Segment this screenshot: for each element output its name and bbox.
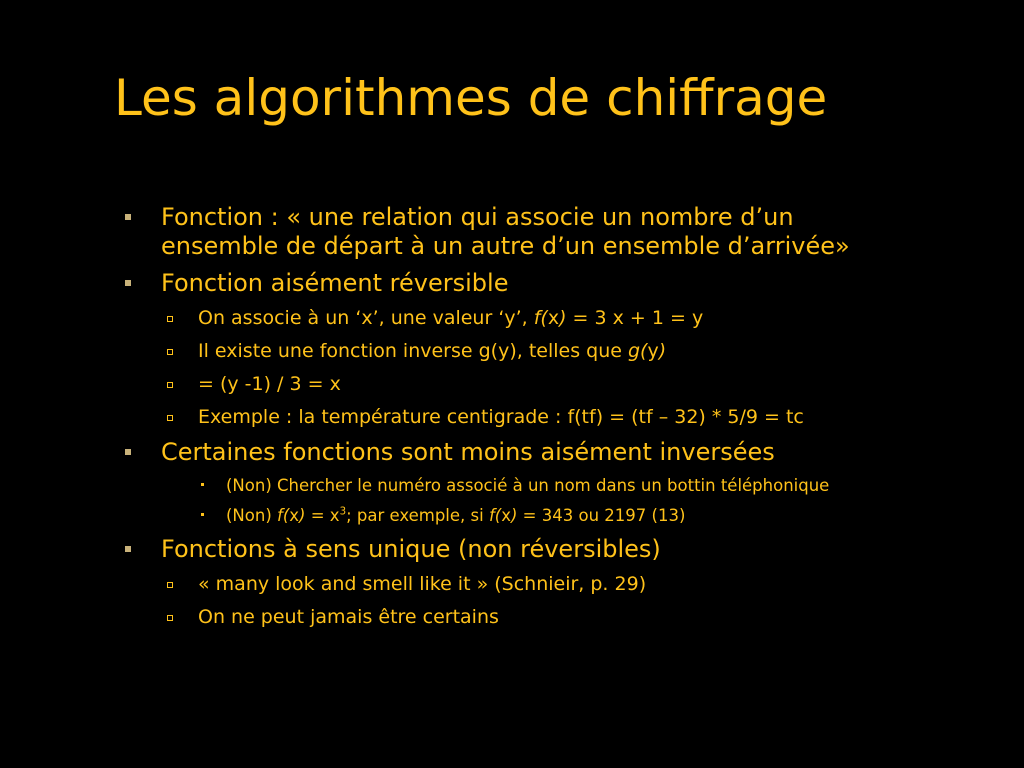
text-segment: = x — [305, 506, 340, 525]
bullet-text: Fonctions à sens unique (non réversibles) — [161, 535, 661, 563]
slide-content — [0, 203, 1024, 638]
square-bullet-icon — [125, 546, 131, 552]
hollow-square-bullet-icon — [167, 615, 173, 621]
sub-bullet-text: On ne peut jamais être certains — [198, 606, 499, 628]
small-square-bullet-icon — [201, 483, 204, 486]
bullet-function-definition — [0, 203, 1024, 261]
bullet-text: Fonction aisément réversible — [161, 269, 509, 297]
text-segment: On associe à un ‘x’, une valeur ‘y’, — [198, 307, 534, 329]
sub-bullet-never-certain — [0, 605, 1024, 629]
bullet-text-line-2: ensemble de départ à un autre d’un ensemble d’arrivée» — [161, 232, 850, 260]
italic-paren: ) — [510, 506, 518, 525]
italic-function-name: f( — [488, 506, 502, 525]
bullet-text-line-1: Fonction : « une relation qui associe un nombre d’un — [161, 203, 794, 231]
bullet-one-way-functions — [0, 535, 1024, 564]
square-bullet-icon — [125, 280, 131, 286]
text-segment: (Non) — [226, 506, 278, 525]
hollow-square-bullet-icon — [167, 349, 173, 355]
italic-function-name: f( — [533, 307, 548, 329]
bullet-text: Certaines fonctions sont moins aisément inversées — [161, 438, 775, 466]
hollow-square-bullet-icon — [167, 316, 173, 322]
sub-bullet-formula — [0, 372, 1024, 396]
hollow-square-bullet-icon — [167, 582, 173, 588]
italic-paren: ) — [299, 506, 306, 525]
text-segment: x — [547, 307, 560, 329]
text-segment: ; par exemple, si — [346, 506, 489, 525]
text-segment: = 343 ou 2197 (13) — [517, 506, 686, 525]
small-square-bullet-icon — [201, 513, 204, 516]
sub-sub-bullet-text — [226, 505, 1024, 526]
sub-bullet-text: = (y -1) / 3 = x — [198, 373, 341, 395]
sub-bullet-quote — [0, 572, 1024, 596]
sub-bullet-text: « many look and smell like it » (Schnieir, p. 29) — [198, 573, 647, 595]
square-bullet-icon — [125, 449, 131, 455]
slide-title: Les algorithmes de chiffrage — [114, 69, 828, 127]
italic-paren: ) — [658, 340, 667, 362]
text-segment: y — [647, 340, 659, 362]
bullet-reversible-function — [0, 269, 1024, 298]
text-segment: x — [289, 506, 300, 525]
sub-bullet-text — [198, 306, 1024, 330]
sub-bullet-inverse — [0, 339, 1024, 363]
italic-paren: ) — [559, 307, 567, 329]
italic-function-name: f( — [277, 506, 290, 525]
text-segment: x — [501, 506, 511, 525]
sub-bullet-text: Exemple : la température centigrade : f(tf) = (tf – 32) * 5/9 = tc — [198, 406, 804, 428]
sub-sub-bullet-text: (Non) Chercher le numéro associé à un nom dans un bottin téléphonique — [226, 476, 830, 495]
text-segment: = 3 x + 1 = y — [566, 307, 704, 329]
sub-bullet-associate — [0, 306, 1024, 330]
square-bullet-icon — [125, 214, 131, 220]
sub-bullet-text — [198, 339, 1024, 363]
bullet-less-invertible — [0, 438, 1024, 467]
text-segment: Il existe une fonction inverse g(y), telles que — [198, 340, 628, 362]
italic-function-name: g( — [628, 340, 648, 362]
sub-bullet-example — [0, 405, 1024, 429]
exponent: 3 — [339, 506, 347, 518]
hollow-square-bullet-icon — [167, 382, 173, 388]
sub-sub-bullet-cube — [0, 505, 1024, 526]
hollow-square-bullet-icon — [167, 415, 173, 421]
sub-sub-bullet-phonebook — [0, 475, 1024, 496]
